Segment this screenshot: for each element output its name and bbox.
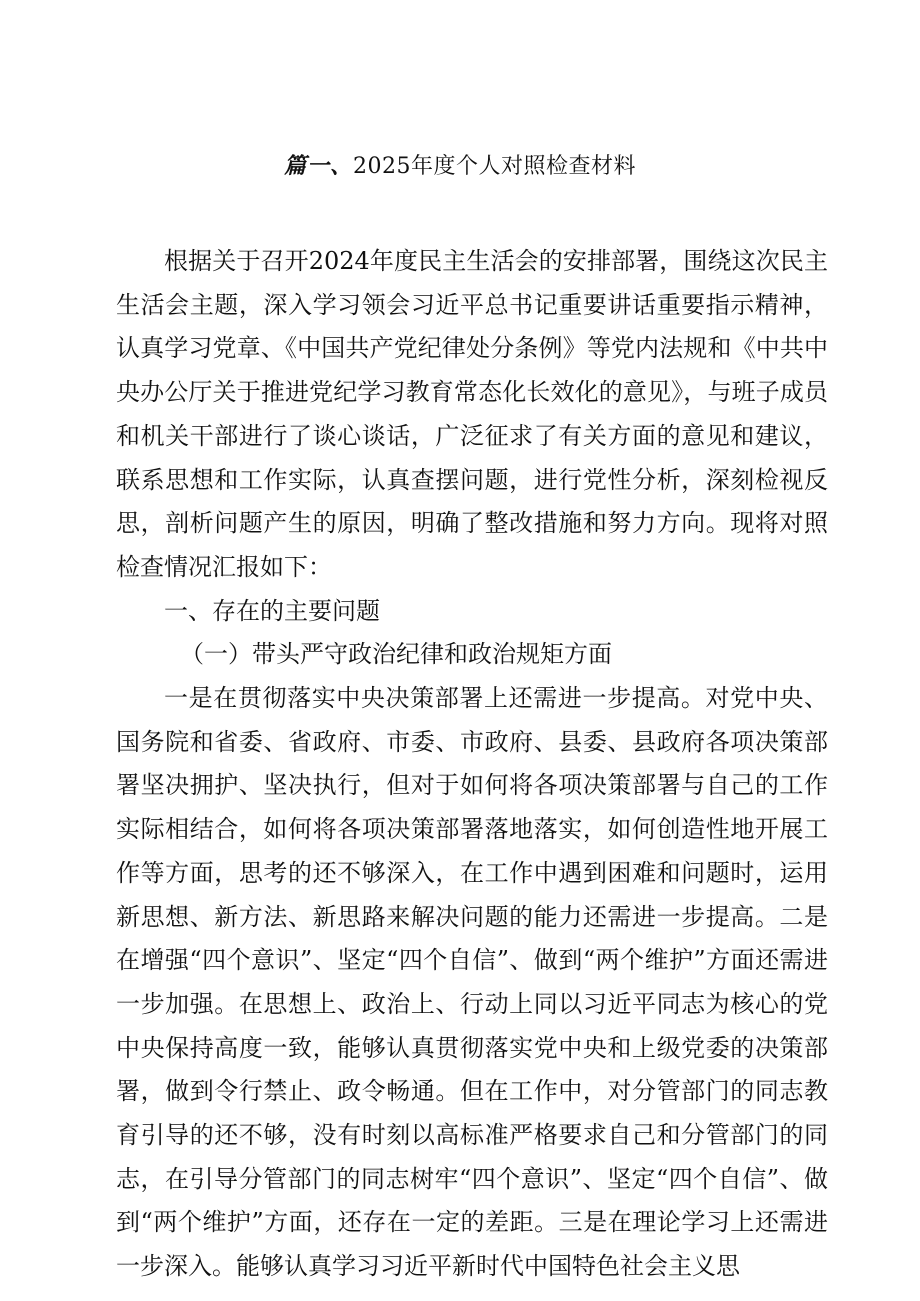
intro-paragraph: 根据关于召开2024年度民主生活会的安排部署，围绕这次民主生活会主题，深入学习领会习近平总书记重要讲话重要指示精神，认真学习党章、《中国共产党纪律处分条例》等党内法规和《中共中央办公厅关于推进党纪学习教育常态化长效化的意见》，与班子成员和机关干部进行了谈心谈话，广泛征求了有关方面的意见和建议，联系思想和工作实际，认真查摆问题，进行党性分析，深刻检视反思，剖析问题产生的原因，明确了整改措施和努力方向。现将对照检查情况汇报如下： (116, 247, 828, 581)
title-prefix: 篇一、 (283, 153, 353, 179)
document-title (0, 150, 920, 183)
subsection-heading: （一）带头严守政治纪律和政治规矩方面 (180, 640, 612, 669)
section-heading: 一、存在的主要问题 (164, 596, 380, 625)
body-paragraph: 一是在贯彻落实中央决策部署上还需进一步提高。对党中央、国务院和省委、省政府、市委、市政府、县委、县政府各项决策部署坚决拥护、坚决执行，但对于如何将各项决策部署与自己的工作实际相结合，如何将各项决策部署落地落实，如何创造性地开展工作等方面，思考的还不够深入，在工作中遇到困难和问题时，运用新思想、新方法、新思路来解决问题的能力还需进一步提高。二是在增强“四个意识”、坚定“四个自信”、做到“两个维护”方面还需进一步加强。在思想上、政治上、行动上同以习近平同志为核心的党中央保持高度一致，能够认真贯彻落实党中央和上级党委的决策部署，做到令行禁止、政令畅通。但在工作中，对分管部门的同志教育引导的还不够，没有时刻以高标准严格要求自己和分管部门的同志，在引导分管部门的同志树牢“四个意识”、坚定“四个自信”、做到“两个维护”方面，还存在一定的差距。三是在理论学习上还需进一步深入。能够认真学习习近平新时代中国特色社会主义思 (116, 684, 828, 1281)
document-body (116, 240, 828, 1289)
title-main: 2025年度个人对照检查材料 (353, 154, 636, 179)
